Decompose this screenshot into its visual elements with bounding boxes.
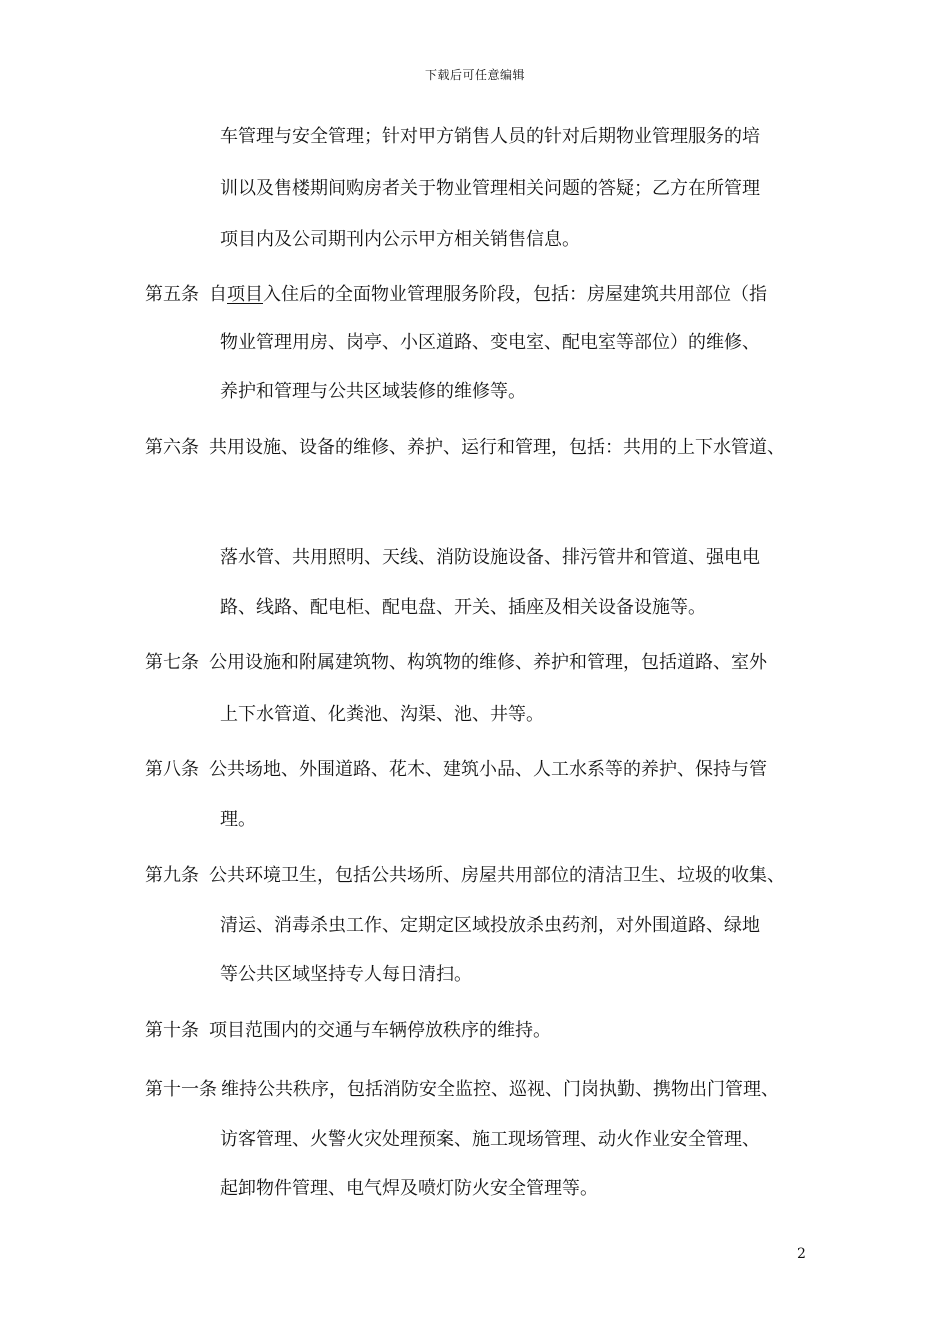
article-label: 第十条: [145, 1020, 199, 1041]
article-label: 第十一条: [145, 1079, 217, 1100]
article-8-first-line: [145, 758, 767, 782]
article-label: 第八条: [145, 759, 199, 780]
article-9-line: 清运、消毒杀虫工作、定期定区域投放杀虫药剂，对外围道路、绿地: [220, 915, 760, 936]
article-5-first-line: [145, 283, 767, 307]
article-8-line: 理。: [220, 809, 256, 830]
page-header: 下载后可任意编辑: [424, 68, 525, 82]
article-text: 共用设施、设备的维修、养护、运行和管理，包括：共用的上下水管道、: [209, 437, 785, 458]
article-label: 第七条: [145, 652, 199, 673]
underlined-term: 项目: [227, 284, 263, 305]
article-9-first-line: [145, 864, 785, 888]
article-10-first-line: [145, 1019, 551, 1043]
article-11-line: 起卸物件管理、电气焊及喷灯防火安全管理等。: [220, 1178, 598, 1199]
article-7-line: 上下水管道、化粪池、沟渠、池、井等。: [220, 704, 544, 725]
article-11-line: 访客管理、火警火灾处理预案、施工现场管理、动火作业安全管理、: [220, 1129, 760, 1150]
article-11-first-line: [145, 1078, 779, 1102]
article-text: 公共场地、外围道路、花木、建筑小品、人工水系等的养护、保持与管: [209, 759, 767, 780]
article-text: 公用设施和附属建筑物、构筑物的维修、养护和管理，包括道路、室外: [209, 652, 767, 673]
page-number: 2: [797, 1246, 806, 1262]
article-label: 第九条: [145, 865, 199, 886]
continuation-line: 车管理与安全管理；针对甲方销售人员的针对后期物业管理服务的培: [220, 126, 760, 147]
article-label: 第六条: [145, 437, 199, 458]
article-text: 维持公共秩序，包括消防安全监控、巡视、门岗执勤、携物出门管理、: [221, 1079, 779, 1100]
article-5-line: 物业管理用房、岗亭、小区道路、变电室、配电室等部位）的维修、: [220, 332, 760, 353]
article-5-line: 养护和管理与公共区域装修的维修等。: [220, 381, 526, 402]
article-text: 自: [209, 284, 227, 305]
article-label: 第五条: [145, 284, 199, 305]
article-text: 公共环境卫生，包括公共场所、房屋共用部位的清洁卫生、垃圾的收集、: [209, 865, 785, 886]
article-6-line: 落水管、共用照明、天线、消防设施设备、排污管井和管道、强电电: [220, 547, 760, 568]
article-7-first-line: [145, 651, 767, 675]
article-text: 项目范围内的交通与车辆停放秩序的维持。: [209, 1020, 551, 1041]
article-text: 入住后的全面物业管理服务阶段，包括：房屋建筑共用部位（指: [263, 284, 767, 305]
article-6-first-line: [145, 436, 785, 460]
continuation-line: 项目内及公司期刊内公示甲方相关销售信息。: [220, 229, 580, 250]
continuation-line: 训以及售楼期间购房者关于物业管理相关问题的答疑；乙方在所管理: [220, 178, 760, 199]
article-6-line: 路、线路、配电柜、配电盘、开关、插座及相关设备设施等。: [220, 597, 706, 618]
article-9-line: 等公共区域坚持专人每日清扫。: [220, 964, 472, 985]
